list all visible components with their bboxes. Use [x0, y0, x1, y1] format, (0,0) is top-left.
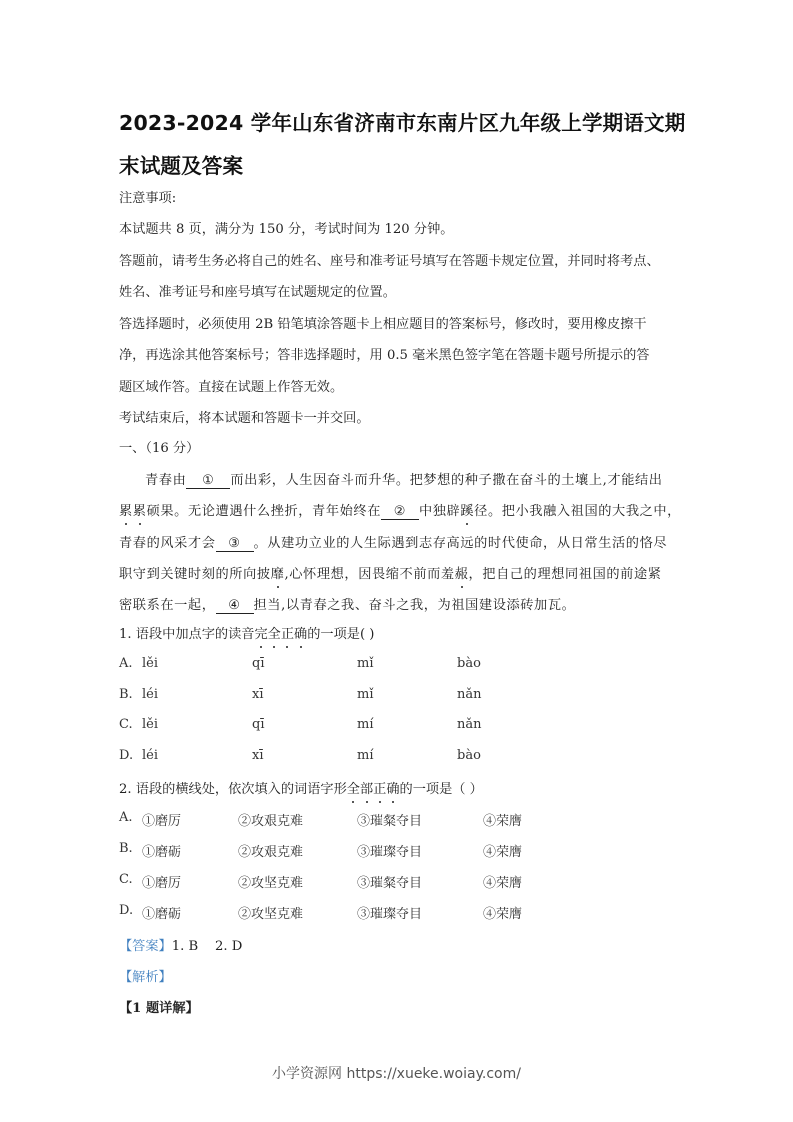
title-line-1: 2023-2024 学年山东省济南市东南片区九年级上学期语文期 — [119, 111, 686, 135]
notice-item: 净，再选涂其他答案标号；答非选择题时，用 0.5 毫米黑色签字笔在答题卡题号所提示的答 — [119, 348, 650, 363]
option-label: A. — [119, 810, 133, 825]
emphasized-char: 靡 — [270, 567, 285, 582]
passage-line — [119, 500, 681, 520]
passage-text: 密联系在一起， — [119, 598, 216, 613]
option-value: xī — [252, 687, 264, 702]
passage-line — [145, 469, 663, 489]
notice-item: 姓名、准考证号和座号填写在试题规定的位置。 — [119, 285, 396, 300]
document-title — [119, 102, 689, 188]
option-value: nǎn — [457, 687, 482, 702]
title-line-2: 末试题及答案 — [119, 154, 244, 178]
option-value: ③璀粲夺目 — [357, 814, 423, 829]
answer-tag: 【答案】 — [119, 939, 172, 954]
option-value: ④荣膺 — [483, 845, 523, 860]
blank-2: ② — [381, 504, 419, 520]
emphasized-char: 确 — [294, 627, 308, 642]
option-value: mí — [357, 748, 374, 763]
passage-text: 硕果。无论遭遇什么挫折，青年始终在 — [146, 504, 381, 519]
notice-item: 答题前，请考生务必将自己的姓名、座号和准考证号填写在答题卡规定位置，并同时将考点、 — [119, 254, 660, 269]
answer-text: 1. B 2. D — [171, 939, 243, 954]
option-value: lěi — [142, 656, 159, 671]
emphasized-char: 累 — [132, 504, 147, 519]
option-value: nǎn — [457, 717, 482, 732]
passage-text: 。从建功立业的人生际遇到志存高远的时代使命，从日常生活的恪尽 — [253, 536, 668, 551]
emphasized-char: 全 — [267, 627, 281, 642]
option-value: ②攻坚克难 — [238, 876, 304, 891]
emphasized-char: 全 — [346, 782, 360, 797]
option-value: ④荣膺 — [483, 907, 523, 922]
passage-text: 职守到关键时刻的所向披 — [119, 567, 271, 582]
option-value: ②攻艰克难 — [238, 814, 304, 829]
option-label: A. — [119, 656, 133, 671]
option-value: ③璀粲夺目 — [357, 876, 423, 891]
emphasized-char: 累 — [119, 504, 133, 519]
stem-text: 1. 语段中加点字的读音 — [119, 627, 255, 642]
passage-text: ，把自己的理想同祖国的前途紧 — [468, 567, 662, 582]
option-value: ①磨厉 — [142, 814, 182, 829]
section-heading: 一、（16 分） — [119, 441, 200, 456]
option-value: mǐ — [357, 687, 374, 702]
option-value: ①磨砺 — [142, 845, 182, 860]
option-value: ①磨厉 — [142, 876, 182, 891]
option-value: mí — [357, 717, 374, 732]
option-value: qī — [252, 717, 265, 732]
analysis-tag: 【解析】 — [119, 970, 172, 985]
option-value: ③璀璨夺目 — [357, 845, 423, 860]
emphasized-char: 正 — [373, 782, 387, 797]
passage-text: 中独辟 — [418, 504, 461, 519]
option-value: qī — [252, 656, 265, 671]
option-value: lěi — [142, 717, 159, 732]
stem-text: 的一项是（ ） — [399, 782, 483, 797]
notice-heading: 注意事项: — [119, 191, 177, 206]
option-value: ②攻坚克难 — [238, 907, 304, 922]
stem-text: 2. 语段的横线处，依次填入的词语字形 — [119, 782, 347, 797]
passage-line — [119, 563, 662, 582]
option-value: léi — [142, 687, 159, 702]
footer-watermark: 小学资源网 https://xueke.woiay.com/ — [272, 1066, 521, 1082]
option-value: ③璀璨夺目 — [357, 907, 423, 922]
option-label: C. — [119, 717, 133, 732]
option-label: B. — [119, 841, 133, 856]
option-value: bào — [457, 656, 481, 671]
passage-text: ,心怀理想，因畏缩不前而羞 — [284, 567, 455, 582]
notice-item: 本试题共 8 页，满分为 150 分，考试时间为 120 分钟。 — [119, 222, 454, 237]
notice-item: 题区域作答。直接在试题上作答无效。 — [119, 380, 344, 395]
emphasized-char: 完 — [254, 627, 268, 642]
emphasized-char: 蹊 — [460, 504, 475, 519]
question-2-stem — [119, 778, 483, 797]
answer-line — [119, 935, 242, 954]
option-label: B. — [119, 687, 133, 702]
detail-heading: 【1 题详解】 — [119, 1001, 199, 1016]
passage-text: 径。把小我融入祖国的大我之中， — [474, 504, 681, 519]
notice-item: 考试结束后，将本试题和答题卡一并交回。 — [119, 411, 370, 426]
question-1-stem — [119, 623, 374, 642]
option-value: mǐ — [357, 656, 374, 671]
passage-text: 青春的风采才会 — [119, 536, 216, 551]
option-value: xī — [252, 748, 264, 763]
blank-3: ③ — [216, 536, 254, 552]
passage-text: 青春由 — [145, 473, 187, 488]
notice-item: 答选择题时，必须使用 2B 铅笔填涂答题卡上相应题目的答案标号，修改时，要用橡皮擦干 — [119, 317, 647, 332]
passage-line — [119, 594, 575, 614]
emphasized-char: 确 — [386, 782, 400, 797]
option-value: bào — [457, 748, 481, 763]
blank-1: ① — [186, 473, 230, 489]
emphasized-char: 正 — [280, 627, 295, 642]
passage-text: 而出彩，人生因奋斗而升华。把梦想的种子撒在奋斗的土壤上,才能结出 — [230, 473, 663, 488]
option-value: ④荣膺 — [483, 814, 523, 829]
option-value: ②攻艰克难 — [238, 845, 304, 860]
option-label: D. — [119, 903, 134, 918]
option-value: ①磨砺 — [142, 907, 182, 922]
option-value: léi — [142, 748, 159, 763]
emphasized-char: 部 — [359, 782, 374, 797]
emphasized-char: 赧 — [454, 567, 469, 582]
stem-text: 的一项是( ) — [307, 627, 375, 642]
blank-4: ④ — [216, 598, 254, 614]
option-label: D. — [119, 748, 134, 763]
passage-line — [119, 532, 667, 552]
option-label: C. — [119, 872, 133, 887]
passage-text: 担当,以青春之我、奋斗之我，为祖国建设添砖加瓦。 — [253, 598, 576, 613]
option-value: ④荣膺 — [483, 876, 523, 891]
